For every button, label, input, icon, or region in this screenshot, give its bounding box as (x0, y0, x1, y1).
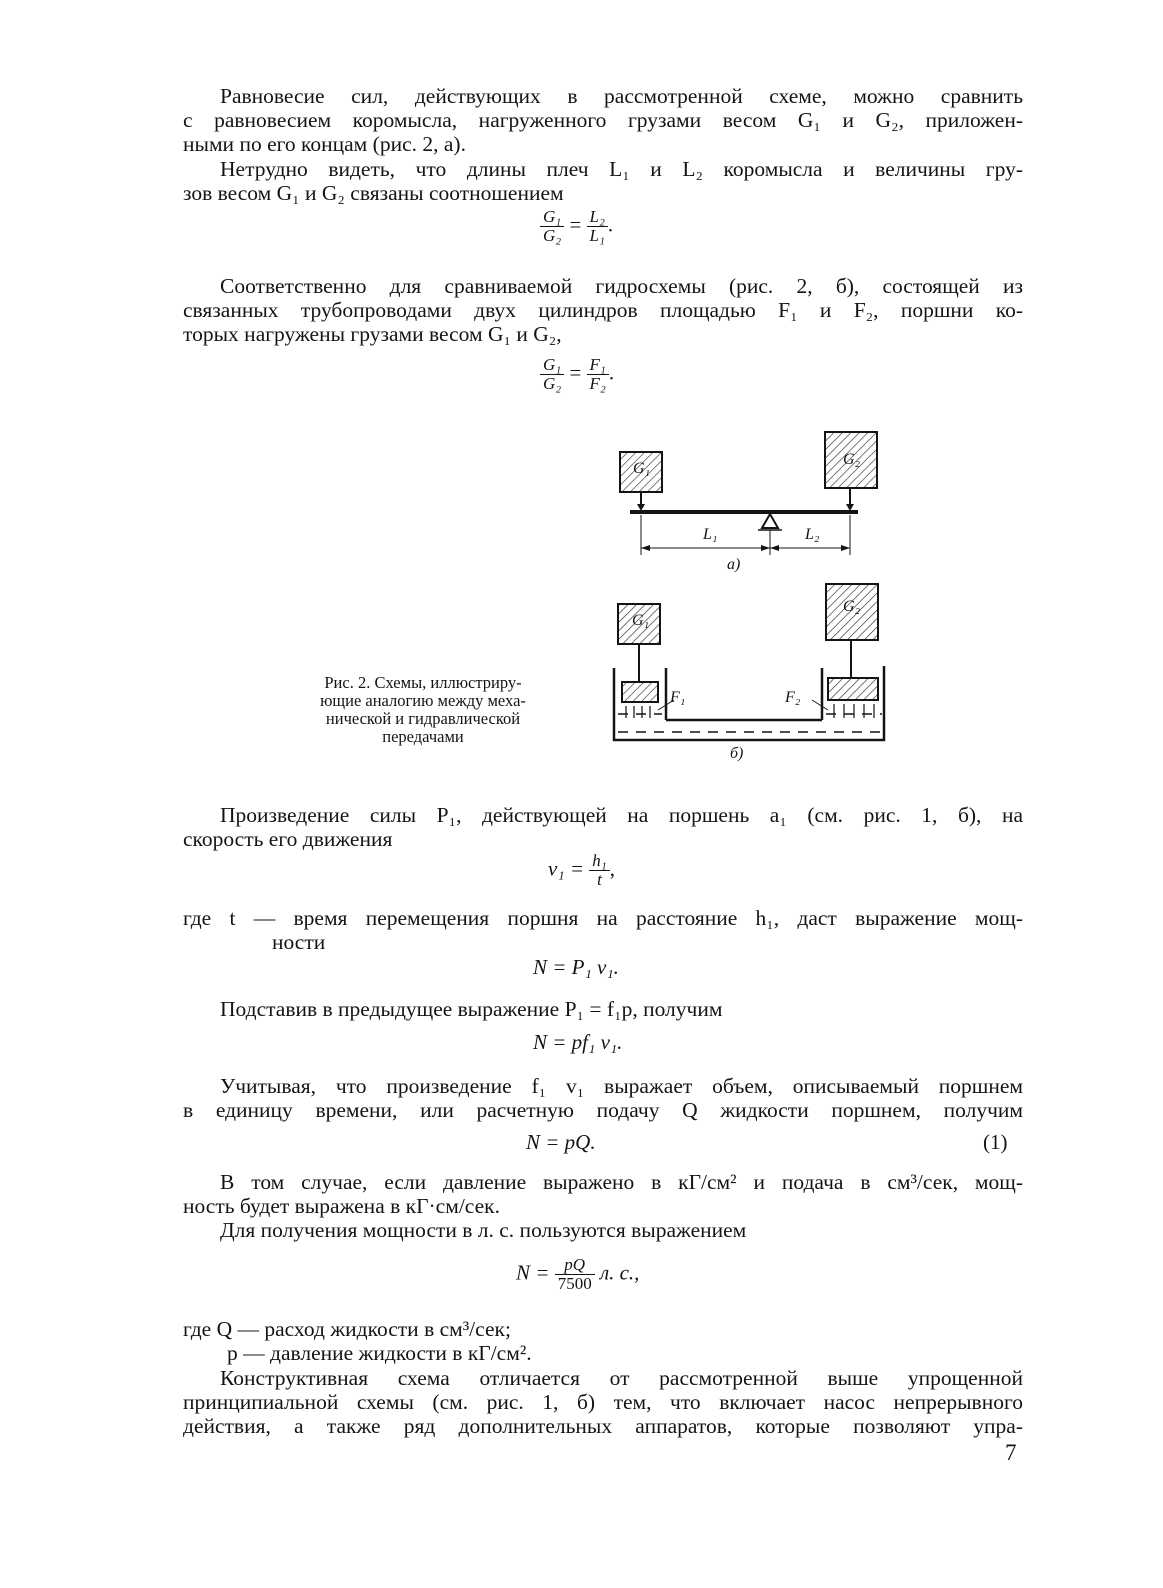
label-g2: G₂ (843, 451, 861, 468)
formula-horsepower (516, 1256, 639, 1293)
formula-ratio-lengths (540, 208, 613, 245)
page-number: 7 (1005, 1440, 1017, 1465)
text-line: Для получения мощности в л. с. пользуются выражением (220, 1218, 747, 1242)
formula-numerator: F₁ (587, 356, 609, 375)
text-line: где t — время перемещения поршня на расстояние h₁, даст выражение мощ- (183, 906, 1023, 930)
text-line: скорость его движения (183, 827, 393, 851)
equation-number: (1) (983, 1130, 1008, 1154)
equals-sign: = (569, 212, 582, 237)
label-g1: G₁ (633, 460, 651, 477)
label-f1: F₁ (670, 689, 686, 706)
formula-velocity (548, 852, 615, 889)
formula-denominator: F₂ (589, 374, 606, 393)
label-f2: F₂ (785, 689, 801, 706)
formula-power-flow: N = pQ. (526, 1130, 596, 1154)
formula-denominator: G₂ (543, 226, 562, 245)
figure-caption-line: Рис. 2. Схемы, иллюстриру- (324, 673, 522, 692)
text-line: p — давление жидкости в кГ/см². (227, 1341, 532, 1365)
figure-caption-line: нической и гидравлической (325, 709, 521, 728)
label-l2: L₂ (805, 526, 820, 543)
text-line: Подставив в предыдущее выражение P₁ = f₁p, получим (220, 997, 723, 1021)
text-line: ности (272, 930, 326, 954)
text-line: Соответственно для сравниваемой гидросхемы (рис. 2, б), состоящей из (220, 274, 1023, 298)
equals-sign: = (569, 360, 582, 385)
piston-f2 (828, 678, 878, 700)
formula-ratio-areas (540, 356, 614, 393)
text-line: Конструктивная схема отличается от рассмотренной выше упрощенной (220, 1366, 1023, 1390)
text-line: в единицу времени, или расчетную подачу Q жидкости поршнем, получим (183, 1098, 1023, 1122)
formula-denominator: L₁ (589, 226, 605, 245)
text-line: Нетрудно видеть, что длины плеч L₁ и L₂ коромысла и величины гру- (220, 157, 1023, 181)
fulcrum (762, 514, 778, 528)
figure-b-label: б) (730, 745, 744, 762)
text-line: Учитывая, что произведение f₁ v₁ выражает объем, описываемый поршнем (220, 1074, 1023, 1098)
formula-numerator: h₁ (589, 852, 609, 871)
formula-power: N = P₁ v₁. (533, 955, 619, 979)
formula-period: . (608, 360, 615, 385)
formula-lhs: N = (516, 1260, 550, 1285)
label-l1: L₁ (703, 526, 718, 543)
formula-denominator: G₂ (543, 374, 562, 393)
piston-f1 (622, 682, 658, 702)
text-line: где Q — расход жидкости в см³/сек; (183, 1317, 511, 1341)
formula-comma: , (609, 856, 615, 881)
figure-caption-line: передачами (382, 727, 464, 746)
label-g2: G₂ (843, 598, 861, 615)
formula-lhs: v₁ = (548, 856, 585, 881)
formula-period: . (607, 212, 614, 237)
text-line: ность будет выражена в кГ·см/сек. (183, 1194, 500, 1218)
figure-a-label: а) (727, 556, 741, 573)
label-g1: G₁ (632, 612, 650, 629)
formula-numerator: pQ (555, 1256, 595, 1275)
formula-denominator: 7500 (557, 1274, 592, 1293)
text-line: зов весом G₁ и G₂ связаны соотношением (183, 181, 564, 205)
text-line: торых нагружены грузами весом G₁ и G₂, (183, 322, 562, 346)
figure-caption-line: ющие аналогию между меха- (320, 691, 526, 710)
text-line: Произведение силы P₁, действующей на поршень a₁ (см. рис. 1, б), на (220, 803, 1023, 827)
text-line: Равновесие сил, действующих в рассмотренной схеме, можно сравнить (220, 84, 1023, 108)
formula-numerator: L₂ (587, 208, 608, 227)
text-line: В том случае, если давление выражено в кГ/см² и подача в см³/сек, мощ- (220, 1170, 1023, 1194)
text-line: принципиальной схемы (см. рис. 1, б) тем, что включает насос непрерывного (183, 1390, 1023, 1414)
text-line: ными по его концам (рис. 2, а). (183, 132, 466, 156)
formula-numerator: G₁ (540, 208, 564, 227)
beam-diagram (620, 432, 877, 555)
formula-power-pressure: N = pf₁ v₁. (533, 1030, 623, 1054)
text-line: связанных трубопроводами двух цилиндров площадью F₁ и F₂, поршни ко- (183, 298, 1023, 322)
formula-unit: л. с., (599, 1260, 640, 1285)
formula-denominator: t (597, 870, 602, 889)
formula-numerator: G₁ (540, 356, 564, 375)
text-line: действия, а также ряд дополнительных аппаратов, которые позволяют упра- (183, 1414, 1023, 1438)
text-line: с равновесием коромысла, нагруженного грузами весом G₁ и G₂, приложен- (183, 108, 1023, 132)
